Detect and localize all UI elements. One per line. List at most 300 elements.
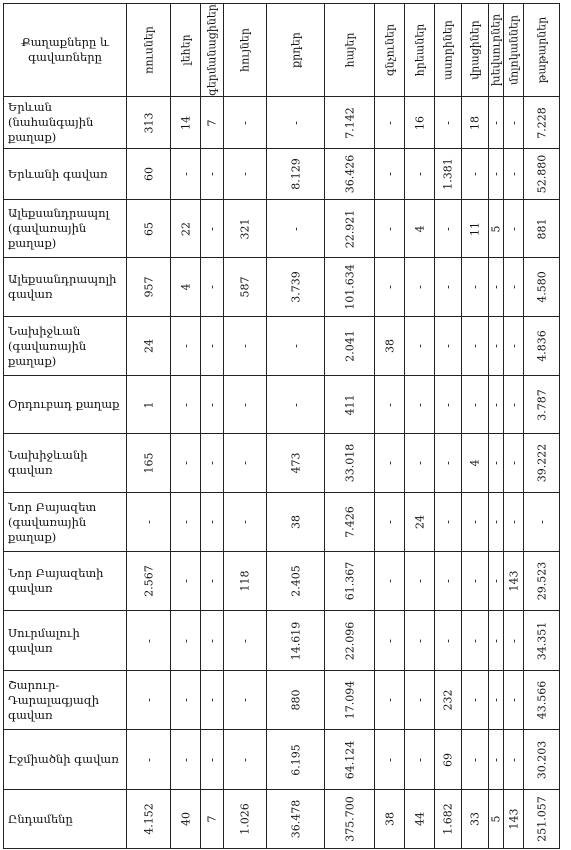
- cell-value: 7.228: [535, 106, 548, 139]
- cell-value: -: [383, 698, 396, 702]
- table-cell: [435, 200, 462, 258]
- cell-value: -: [205, 520, 219, 524]
- table-cell: [489, 97, 504, 149]
- table-cell: [171, 97, 201, 149]
- cell-value: -: [179, 757, 192, 762]
- column-header-label: թաթարներ: [535, 16, 548, 84]
- table-cell: [524, 493, 560, 552]
- row-label: Նոր Բայազետի գավառ: [4, 552, 127, 611]
- cell-value: 24: [413, 515, 426, 529]
- table-cell: [127, 493, 171, 552]
- cell-value: -: [468, 520, 482, 524]
- table-cell: [489, 790, 504, 849]
- table-cell: [435, 552, 462, 611]
- table-cell: [462, 149, 489, 200]
- table-cell: [201, 258, 224, 317]
- row-label: Նախիջևան (գավառային քաղաք): [4, 317, 127, 376]
- table-cell: [325, 97, 375, 149]
- table-cell: [504, 258, 524, 317]
- cell-value: -: [289, 402, 302, 407]
- cell-value: 36.426: [343, 154, 356, 194]
- table-row: [4, 149, 560, 200]
- table-cell: [224, 317, 267, 376]
- cell-value: -: [205, 285, 219, 289]
- table-cell: [462, 317, 489, 376]
- table-cell: [504, 790, 524, 849]
- cell-value: -: [507, 638, 520, 643]
- cell-value: -: [383, 757, 396, 762]
- cell-value: -: [535, 520, 548, 524]
- table-cell: [435, 611, 462, 671]
- cell-value: -: [238, 172, 252, 176]
- table-cell: [462, 258, 489, 317]
- table-cell: [462, 790, 489, 849]
- cell-value: 69: [441, 752, 455, 767]
- table-cell: [504, 434, 524, 493]
- cell-value: 30.203: [535, 740, 548, 779]
- cell-value: -: [507, 520, 520, 524]
- cell-value: -: [489, 120, 503, 125]
- cell-value: 8.129: [289, 158, 302, 190]
- table-cell: [201, 552, 224, 611]
- cell-value: -: [489, 402, 503, 407]
- cell-value: 29.523: [535, 561, 548, 601]
- table-cell: [325, 730, 375, 790]
- cell-value: 880: [289, 689, 302, 711]
- column-header: [375, 4, 405, 97]
- table-cell: [375, 493, 405, 552]
- table-cell: [325, 671, 375, 730]
- table-cell: [171, 149, 201, 200]
- cell-value: -: [238, 638, 252, 643]
- table-row: [4, 671, 560, 730]
- cell-value: -: [441, 226, 455, 231]
- table-cell: [489, 493, 504, 552]
- cell-value: -: [205, 461, 219, 465]
- table-cell: [375, 258, 405, 317]
- cell-value: -: [142, 638, 155, 643]
- cell-value: -: [507, 757, 520, 762]
- cell-value: -: [507, 402, 520, 407]
- table-cell: [325, 317, 375, 376]
- table-row: [4, 376, 560, 434]
- cell-value: 52.880: [535, 154, 548, 194]
- cell-value: 118: [238, 570, 252, 592]
- cell-value: -: [383, 520, 396, 524]
- table-cell: [375, 790, 405, 849]
- table-cell: [267, 493, 325, 552]
- table-cell: [325, 790, 375, 849]
- table-cell: [489, 671, 504, 730]
- table-cell: [325, 434, 375, 493]
- cell-value: 17.094: [343, 680, 356, 720]
- table-cell: [504, 200, 524, 258]
- cell-value: -: [205, 172, 219, 176]
- cell-value: -: [507, 172, 520, 176]
- row-label: Երևան (նահանգային քաղաք): [4, 97, 127, 149]
- cell-value: 22.096: [343, 621, 356, 660]
- cell-value: -: [179, 520, 192, 524]
- table-cell: [201, 611, 224, 671]
- table-cell: [127, 97, 171, 149]
- cell-value: -: [413, 285, 426, 289]
- table-cell: [462, 611, 489, 671]
- table-cell: [171, 258, 201, 317]
- table-cell: [224, 493, 267, 552]
- table-cell: [224, 552, 267, 611]
- table-cell: [435, 671, 462, 730]
- table-row: [4, 730, 560, 790]
- cell-value: 143: [507, 570, 520, 592]
- row-label: Ալեքսանդրապոլի գավառ: [4, 258, 127, 317]
- column-header: [267, 4, 325, 97]
- column-header: [127, 4, 171, 97]
- column-header: [462, 4, 489, 97]
- cell-value: -: [238, 461, 252, 465]
- cell-value: 2.041: [343, 330, 356, 362]
- cell-value: -: [179, 172, 192, 176]
- table-cell: [201, 434, 224, 493]
- table-cell: [201, 730, 224, 790]
- table-cell: [375, 611, 405, 671]
- cell-value: 3.787: [535, 388, 548, 421]
- column-header: [524, 4, 560, 97]
- cell-value: -: [413, 638, 426, 643]
- table-cell: [435, 434, 462, 493]
- table-row: [4, 97, 560, 149]
- cell-value: 7.426: [343, 506, 356, 538]
- row-label: Օրդուբադ քաղաք: [4, 376, 127, 434]
- cell-value: 3.739: [289, 271, 302, 303]
- table-cell: [524, 434, 560, 493]
- table-cell: [267, 149, 325, 200]
- table-cell: [462, 730, 489, 790]
- cell-value: 39.222: [535, 443, 548, 483]
- table-row: [4, 493, 560, 552]
- cell-value: -: [468, 285, 482, 289]
- cell-value: 1.026: [238, 803, 252, 835]
- cell-value: 165: [142, 452, 155, 474]
- table-cell: [462, 493, 489, 552]
- table-cell: [504, 730, 524, 790]
- cell-value: -: [441, 120, 455, 125]
- cell-value: 2.405: [289, 565, 302, 597]
- table-cell: [267, 317, 325, 376]
- cell-value: 14.619: [289, 621, 302, 660]
- column-header-label: լեհեր: [179, 34, 192, 66]
- table-cell: [405, 671, 435, 730]
- cell-value: -: [489, 461, 503, 465]
- cell-value: -: [468, 638, 482, 643]
- table-cell: [435, 493, 462, 552]
- column-header: [504, 4, 524, 97]
- cell-value: 18: [468, 115, 482, 130]
- cell-value: -: [383, 579, 396, 583]
- cell-value: -: [468, 172, 482, 176]
- column-header: [489, 4, 504, 97]
- cell-value: -: [383, 172, 396, 176]
- table-body: [4, 97, 560, 849]
- cell-value: 473: [289, 452, 302, 474]
- table-cell: [524, 611, 560, 671]
- table-cell: [224, 434, 267, 493]
- table-cell: [405, 493, 435, 552]
- cell-value: 34.351: [535, 621, 548, 660]
- table-row: [4, 552, 560, 611]
- table-cell: [524, 790, 560, 849]
- cell-value: 33.018: [343, 443, 356, 483]
- table-cell: [462, 97, 489, 149]
- cell-value: 60: [142, 167, 155, 181]
- cell-value: 957: [142, 276, 155, 298]
- cell-value: -: [489, 172, 503, 176]
- table-cell: [489, 434, 504, 493]
- table-cell: [489, 200, 504, 258]
- cell-value: -: [468, 579, 482, 583]
- cell-value: -: [383, 226, 396, 231]
- table-cell: [325, 552, 375, 611]
- table-cell: [171, 552, 201, 611]
- table-cell: [325, 493, 375, 552]
- cell-value: 33: [468, 812, 482, 826]
- table-cell: [524, 730, 560, 790]
- table-row: [4, 317, 560, 376]
- table-cell: [435, 149, 462, 200]
- table-cell: [171, 317, 201, 376]
- table-cell: [224, 149, 267, 200]
- table-row: [4, 611, 560, 671]
- table-cell: [127, 552, 171, 611]
- cell-value: -: [289, 344, 302, 348]
- table-cell: [489, 149, 504, 200]
- row-label: Շարուր-Դարալագյազի գավառ: [4, 671, 127, 730]
- table-cell: [171, 611, 201, 671]
- cell-value: 1.682: [441, 803, 455, 835]
- table-cell: [405, 97, 435, 149]
- table-cell: [267, 434, 325, 493]
- cell-value: -: [507, 285, 520, 289]
- table-cell: [325, 149, 375, 200]
- table-cell: [127, 790, 171, 849]
- cell-value: -: [489, 698, 503, 702]
- cell-value: 7: [205, 119, 219, 126]
- column-header: [171, 4, 201, 97]
- cell-value: -: [441, 402, 455, 407]
- cell-value: -: [238, 120, 252, 125]
- cell-value: -: [468, 757, 482, 762]
- column-header-label: հույներ: [238, 28, 252, 72]
- table-cell: [524, 200, 560, 258]
- table-cell: [405, 730, 435, 790]
- cell-value: -: [383, 461, 396, 465]
- table-cell: [462, 376, 489, 434]
- cell-value: 4: [413, 225, 426, 232]
- table-cell: [375, 434, 405, 493]
- column-header-label: քրդեր: [289, 32, 302, 68]
- cell-value: -: [179, 461, 192, 465]
- table-cell: [127, 149, 171, 200]
- cell-value: -: [507, 344, 520, 348]
- table-cell: [325, 611, 375, 671]
- table-cell: [462, 671, 489, 730]
- cell-value: -: [205, 344, 219, 348]
- row-label: Նոր Բայազետ (գավառային քաղաք): [4, 493, 127, 552]
- column-header-label: գնչուներ: [383, 23, 396, 77]
- table-cell: [375, 149, 405, 200]
- table-cell: [224, 258, 267, 317]
- cell-value: 16: [413, 115, 426, 130]
- table-cell: [127, 730, 171, 790]
- table-cell: [405, 790, 435, 849]
- table-cell: [171, 434, 201, 493]
- table-cell: [405, 376, 435, 434]
- table-cell: [267, 200, 325, 258]
- cell-value: -: [383, 402, 396, 407]
- table-cell: [201, 97, 224, 149]
- row-label: Նախիջևանի գավառ: [4, 434, 127, 493]
- column-header: [201, 4, 224, 97]
- column-header: [405, 4, 435, 97]
- cell-value: 881: [535, 218, 548, 239]
- table-cell: [267, 97, 325, 149]
- table-cell: [489, 611, 504, 671]
- table-cell: [375, 317, 405, 376]
- cell-value: 7.142: [343, 106, 356, 139]
- table-cell: [224, 790, 267, 849]
- table-cell: [224, 671, 267, 730]
- table-cell: [435, 790, 462, 849]
- cell-value: -: [205, 638, 219, 643]
- table-row: [4, 258, 560, 317]
- cell-value: -: [507, 461, 520, 465]
- cell-value: -: [289, 226, 302, 231]
- cell-value: -: [413, 172, 426, 176]
- cell-value: -: [413, 698, 426, 702]
- table-cell: [127, 671, 171, 730]
- cell-value: 11: [468, 221, 482, 236]
- table-cell: [405, 317, 435, 376]
- table-cell: [171, 376, 201, 434]
- table-cell: [524, 376, 560, 434]
- cell-value: -: [238, 757, 252, 762]
- table-cell: [224, 730, 267, 790]
- cell-value: -: [238, 402, 252, 407]
- table-cell: [504, 671, 524, 730]
- column-header-label: ասորիներ: [441, 20, 455, 80]
- cell-value: -: [489, 757, 503, 762]
- column-header-label: խեվսուրներ: [489, 13, 503, 87]
- table-cell: [435, 376, 462, 434]
- cell-value: 22.921: [343, 209, 356, 248]
- table-cell: [489, 258, 504, 317]
- cell-value: -: [238, 344, 252, 348]
- table-cell: [375, 97, 405, 149]
- table-cell: [267, 671, 325, 730]
- cell-value: -: [179, 579, 192, 583]
- table-cell: [127, 376, 171, 434]
- table-cell: [405, 434, 435, 493]
- cell-value: -: [383, 638, 396, 643]
- column-header: [435, 4, 462, 97]
- table-cell: [504, 97, 524, 149]
- cell-value: -: [142, 520, 155, 524]
- cell-value: -: [468, 698, 482, 702]
- cell-value: -: [179, 698, 192, 702]
- cell-value: -: [441, 579, 455, 583]
- table-cell: [504, 552, 524, 611]
- cell-value: -: [441, 344, 455, 348]
- table-cell: [201, 376, 224, 434]
- cell-value: 411: [343, 394, 356, 415]
- cell-value: 5: [489, 225, 503, 232]
- table-cell: [489, 376, 504, 434]
- table-cell: [504, 317, 524, 376]
- cell-value: 38: [383, 339, 396, 353]
- table-row: [4, 790, 560, 849]
- table-cell: [405, 149, 435, 200]
- cell-value: -: [205, 226, 219, 231]
- cell-value: -: [238, 698, 252, 702]
- cell-value: -: [441, 520, 455, 524]
- cell-value: -: [205, 579, 219, 583]
- table-cell: [375, 200, 405, 258]
- cell-value: 1.381: [441, 158, 455, 190]
- table-cell: [524, 258, 560, 317]
- table-cell: [267, 376, 325, 434]
- table-cell: [267, 611, 325, 671]
- table-cell: [224, 376, 267, 434]
- row-label: Սուրմալուի գավառ: [4, 611, 127, 671]
- table-cell: [462, 552, 489, 611]
- table-cell: [435, 258, 462, 317]
- cell-value: -: [468, 344, 482, 348]
- table-cell: [224, 97, 267, 149]
- cell-value: -: [507, 226, 520, 231]
- cell-value: -: [489, 520, 503, 524]
- cell-value: 4.836: [535, 330, 548, 362]
- column-header: [325, 4, 375, 97]
- table-cell: [375, 376, 405, 434]
- cell-value: -: [507, 120, 520, 125]
- table-cell: [171, 493, 201, 552]
- cell-value: -: [413, 579, 426, 583]
- table-cell: [127, 611, 171, 671]
- table-cell: [504, 149, 524, 200]
- cell-value: 6.195: [289, 743, 302, 776]
- row-label: Երևանի գավառ: [4, 149, 127, 200]
- cell-value: 4: [179, 283, 192, 291]
- table-cell: [201, 200, 224, 258]
- table-cell: [127, 434, 171, 493]
- table-cell: [405, 611, 435, 671]
- cell-value: -: [441, 638, 455, 643]
- column-header-label: հայեր: [343, 32, 356, 68]
- cell-value: -: [489, 579, 503, 583]
- table-cell: [171, 200, 201, 258]
- cell-value: -: [489, 285, 503, 289]
- table-cell: [267, 258, 325, 317]
- cell-value: -: [413, 402, 426, 407]
- cell-value: 38: [289, 515, 302, 529]
- table-cell: [171, 790, 201, 849]
- table-cell: [405, 200, 435, 258]
- table-cell: [375, 730, 405, 790]
- cell-value: 40: [179, 812, 192, 826]
- table-cell: [127, 317, 171, 376]
- cell-value: 321: [238, 218, 252, 239]
- cell-value: 24: [142, 339, 155, 353]
- cell-value: -: [413, 757, 426, 762]
